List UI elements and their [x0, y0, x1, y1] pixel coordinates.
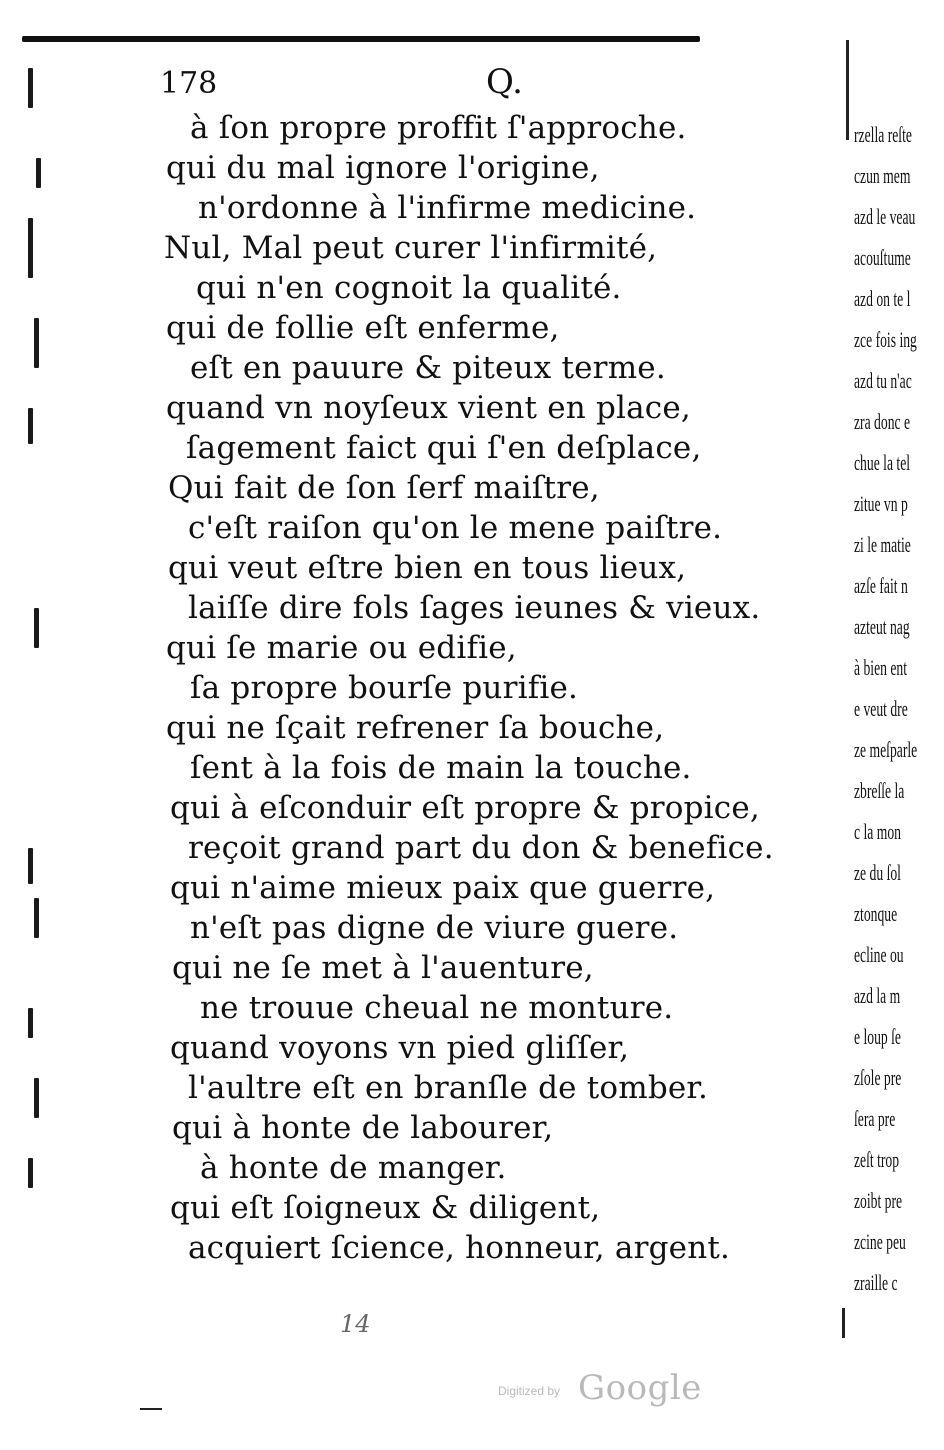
neighbor-line: ze meſparle	[854, 737, 918, 762]
neighbor-line: ztonque	[854, 901, 898, 926]
verse-line: ſent à la fois de main la touche.	[190, 750, 692, 786]
running-head: Q.	[486, 62, 523, 102]
neighbor-line: zeſt trop	[854, 1147, 900, 1172]
verse-line: qui veut eſtre bien en tous lieux,	[168, 550, 687, 586]
neighbor-line: azd tu n'ac	[854, 368, 912, 393]
verse-line: qui ſe marie ou edifie,	[166, 630, 517, 666]
bottom-mark	[140, 1408, 162, 1410]
verse-line: qui eſt ſoigneux & diligent,	[170, 1190, 601, 1226]
verse-line: eſt en pauure & piteux terme.	[190, 350, 666, 386]
neighbor-line: azd le veau	[854, 204, 916, 229]
neighbor-line: azd la m	[854, 983, 901, 1008]
verse-line: qui du mal ignore l'origine,	[166, 150, 600, 186]
neighbor-line: zi le matie	[854, 532, 911, 557]
neighbor-page-fragment	[846, 112, 944, 1312]
neighbor-line: azteut nag	[854, 614, 910, 639]
neighbor-line: rzella reſte	[854, 122, 912, 147]
neighbor-line: czun mem	[854, 163, 911, 188]
neighbor-line: zſole pre	[854, 1065, 902, 1090]
digitized-label: Digitized by	[498, 1384, 561, 1398]
verse-line: qui ne ſçait refrener ſa bouche,	[166, 710, 665, 746]
verse-line: qui n'en cognoit la qualité.	[196, 270, 622, 306]
neighbor-line: ecline ou	[854, 942, 904, 967]
verse-line: qui ne ſe met à l'auenture,	[172, 950, 594, 986]
top-rule	[22, 36, 700, 42]
verse-line: à ſon propre proffit ſ'approche.	[190, 110, 687, 146]
foot-mark: 14	[340, 1310, 371, 1338]
neighbor-line: e veut dre	[854, 696, 908, 721]
verse-line: Nul, Mal peut curer l'infirmité,	[164, 230, 658, 266]
neighbor-line: e loup ſe	[854, 1024, 901, 1049]
verse-line: qui à eſconduir eſt propre & propice,	[170, 790, 760, 826]
neighbor-line: c la mon	[854, 819, 901, 844]
verse-line: quand vn noyſeux vient en place,	[166, 390, 691, 426]
verse-line: c'eſt raiſon qu'on le mene paiſtre.	[188, 510, 723, 546]
left-gutter-marks	[28, 48, 50, 1198]
neighbor-line: chue la tel	[854, 450, 911, 475]
neighbor-line: à bien ent	[854, 655, 908, 680]
verse-line: n'ordonne à l'infirme medicine.	[198, 190, 697, 226]
verse-line: Qui fait de ſon ſerf maiſtre,	[168, 470, 600, 506]
verse-line: à honte de manger.	[200, 1150, 507, 1186]
neighbor-line: zbreſſe la	[854, 778, 905, 803]
verse-line: n'eſt pas digne de viure guere.	[190, 910, 679, 946]
verse-line: ſagement faict qui ſ'en deſplace,	[186, 430, 702, 466]
verse-line: qui de follie eſt enferme,	[166, 310, 560, 346]
google-logo: Google	[578, 1368, 702, 1408]
neighbor-line: zra donc e	[854, 409, 911, 434]
verse-line: acquiert ſcience, honneur, argent.	[188, 1230, 731, 1266]
neighbor-line: ſera pre	[854, 1106, 896, 1131]
verse-line: reçoit grand part du don & benefice.	[188, 830, 774, 866]
neighbor-line: ze du ſol	[854, 860, 901, 885]
neighbor-line: zoibt pre	[854, 1188, 903, 1213]
verse-line: quand voyons vn pied gliſſer,	[170, 1030, 630, 1066]
neighbor-page-corner	[842, 1308, 845, 1338]
verse-line: ne trouue cheual ne monture.	[200, 990, 674, 1026]
verse-line: ſa propre bourſe purifie.	[190, 670, 579, 706]
verse-line: qui n'aime mieux paix que guerre,	[170, 870, 716, 906]
neighbor-line: zraille c	[854, 1270, 898, 1295]
neighbor-line: azſe fait n	[854, 573, 908, 598]
verse-line: qui à honte de labourer,	[172, 1110, 554, 1146]
neighbor-line: acouſtume	[854, 245, 911, 270]
neighbor-line: zitue vn p	[854, 491, 908, 516]
page-number: 178	[160, 66, 218, 101]
verse-line: l'aultre eſt en branſle de tomber.	[188, 1070, 709, 1106]
neighbor-line: zce fois ing	[854, 327, 917, 352]
neighbor-line: zcine peu	[854, 1229, 906, 1254]
verse-line: laiſſe dire fols ſages ieunes & vieux.	[188, 590, 761, 626]
neighbor-line: azd on te l	[854, 286, 911, 311]
page-header	[0, 62, 944, 106]
